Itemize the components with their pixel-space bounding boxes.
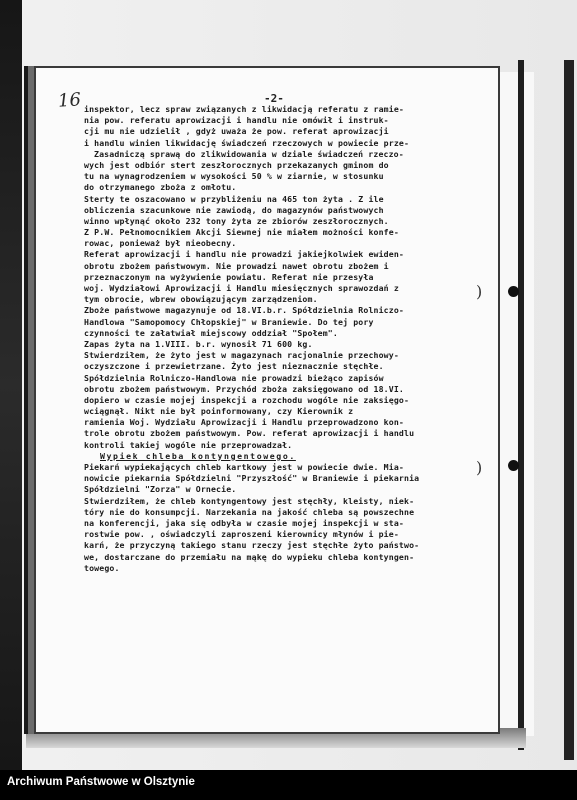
text-line: nia pow. referatu aprowizacji i handlu nie omówił i instruk-: [84, 115, 389, 126]
text-line: we, dostarczane do przemiału na mąkę do wypieku chleba kontyngen-: [84, 551, 415, 562]
text-line: czynności te załatwiał miejscowy oddział "Społem".: [84, 327, 338, 338]
text-line: obrotu zbożem państwowym. Przychód zboża zaksięgowano od 18.VI.: [84, 383, 404, 394]
page-number: 16: [57, 89, 82, 112]
text-line: wych jest odbiór stert zeszłorocznych przekazanych gminom do: [84, 159, 389, 170]
text-line: oczyszczone i przewietrzane. Żyto jest nieznacznie stęchłe.: [84, 361, 384, 372]
text-line: Handlowa "Samopomocy Chłopskiej" w Braniewie. Do tej pory: [84, 316, 374, 327]
punch-hole: [508, 286, 519, 297]
text-line: i handlu winien likwidację świadczeń rzeczowych w powiecie prze-: [84, 137, 410, 148]
punch-hole: [508, 460, 519, 471]
archive-name: Archiwum Państwowe w Olsztynie: [7, 776, 195, 788]
text-line: obliczenia szacunkowe nie zawiodą, do magazynów państwowych: [84, 204, 384, 215]
text-line: przeznaczonym na wyżywienie powiatu. Referat nie przesyła: [84, 271, 374, 282]
underlying-sheet: [496, 72, 534, 736]
text-line: Sterty te oszacowano w przybliżeniu na 465 ton żyta . Z ile: [84, 193, 384, 204]
text-line: inspektor, lecz spraw związanych z likwidacją referatu z ramie-: [84, 104, 404, 114]
text-line: rostwie pow. , oświadczyli zaproszeni kierownicy młynów i pie-: [84, 529, 399, 540]
scan-left-edge: [0, 0, 22, 770]
text-line: Zasadniczą sprawą do zlikwidowania w dziale świadczeń rzeczo-: [94, 148, 404, 159]
text-line: Stwierdziłem, że chleb kontyngentowy jest stęchły, kleisty, niek-: [84, 495, 415, 506]
text-line: do otrzymanego zboża z omłotu.: [84, 182, 237, 193]
text-line: Piekarń wypiekających chleb kartkowy jest w powiecie dwie. Mia-: [84, 462, 404, 472]
text-line: obrotu zbożem państwowym. Nie prowadzi nawet obrotu zbożem i: [84, 260, 389, 271]
archive-footer: [0, 770, 577, 800]
text-line: towego.: [84, 562, 120, 573]
page-header-mark: -2-: [264, 92, 284, 105]
text-line: woj. Wydziałowi Aprowizacji i Handlu miesięcznych sprawozdań z: [84, 283, 399, 293]
text-line: tu na wynagrodzeniem w wysokości 50 % w ziarnie, w stosunku: [84, 171, 384, 182]
text-line: Zboże państwowe magazynuje od 18.VI.b.r. Spółdzielnia Rolniczo-: [84, 305, 404, 316]
typed-text-body: [84, 104, 486, 574]
sheet-edge-shadow: [518, 60, 524, 750]
text-line: winno wpłynąć około 232 tony żyta ze zbiorów zeszłorocznych.: [84, 215, 389, 226]
text-line: rowac, ponieważ był nieobecny.: [84, 238, 237, 249]
text-line: ramienia Woj. Wydziału Aprowizacji i Handlu przeprowadzono kon-: [84, 417, 404, 428]
text-line: Zapas żyta na 1.VIII. b.r. wynosił 71 600 kg.: [84, 338, 313, 349]
section-heading: Wypiek chleba kontyngentowego.: [100, 450, 296, 461]
text-line: Stwierdziłem, że żyto jest w magazynach racjonalnie przechowy-: [84, 350, 399, 361]
text-line: kontroli takiej wogóle nie przeprowadzał.: [84, 439, 293, 450]
text-line: wciągnął. Nikt nie był poinformowany, czy Kierownik z: [84, 406, 354, 417]
text-line: Z P.W. Pełnomocnikiem Akcji Siewnej nie miałem możności konfe-: [84, 227, 399, 238]
text-line: karń, że przyczyną takiego stanu rzeczy jest stęchłe żyto państwo-: [84, 540, 420, 551]
scan-right-edge: [564, 60, 574, 760]
text-line: Spółdzielni "Zorza" w Ornecie.: [84, 484, 237, 495]
text-line: Referat aprowizacji i handlu nie prowadzi jakiejkolwiek ewiden-: [84, 249, 404, 260]
margin-mark: ): [476, 458, 483, 477]
text-line: Spółdzielnia Rolniczo-Handlowa nie prowadzi bieżąco zapisów: [84, 372, 384, 383]
text-line: tóry nie do konsumpcji. Narzekania na jakość chleba są powszechne: [84, 506, 415, 517]
text-line: nowicie piekarnia Spółdzielni "Przyszłość" w Braniewie i piekarnia: [84, 473, 420, 484]
text-line: dopiero w czasie mojej inspekcji a rozchodu wogóle nie zaksięgo-: [84, 394, 410, 405]
text-line: tym obrocie, wbrew obowiązującym zarządzeniom.: [84, 294, 318, 305]
text-line: trole obrotu zbożem państwowym. Pow. referat aprowizacji i handlu: [84, 428, 415, 439]
document-page: [34, 66, 500, 734]
margin-mark: ): [476, 282, 483, 301]
text-line: na konferencji, jaka się odbyła w czasie mojej inspekcji w sta-: [84, 517, 404, 528]
text-line: cji mu nie udzielił , gdyż uważa że pow. referat aprowizacji: [84, 126, 389, 137]
